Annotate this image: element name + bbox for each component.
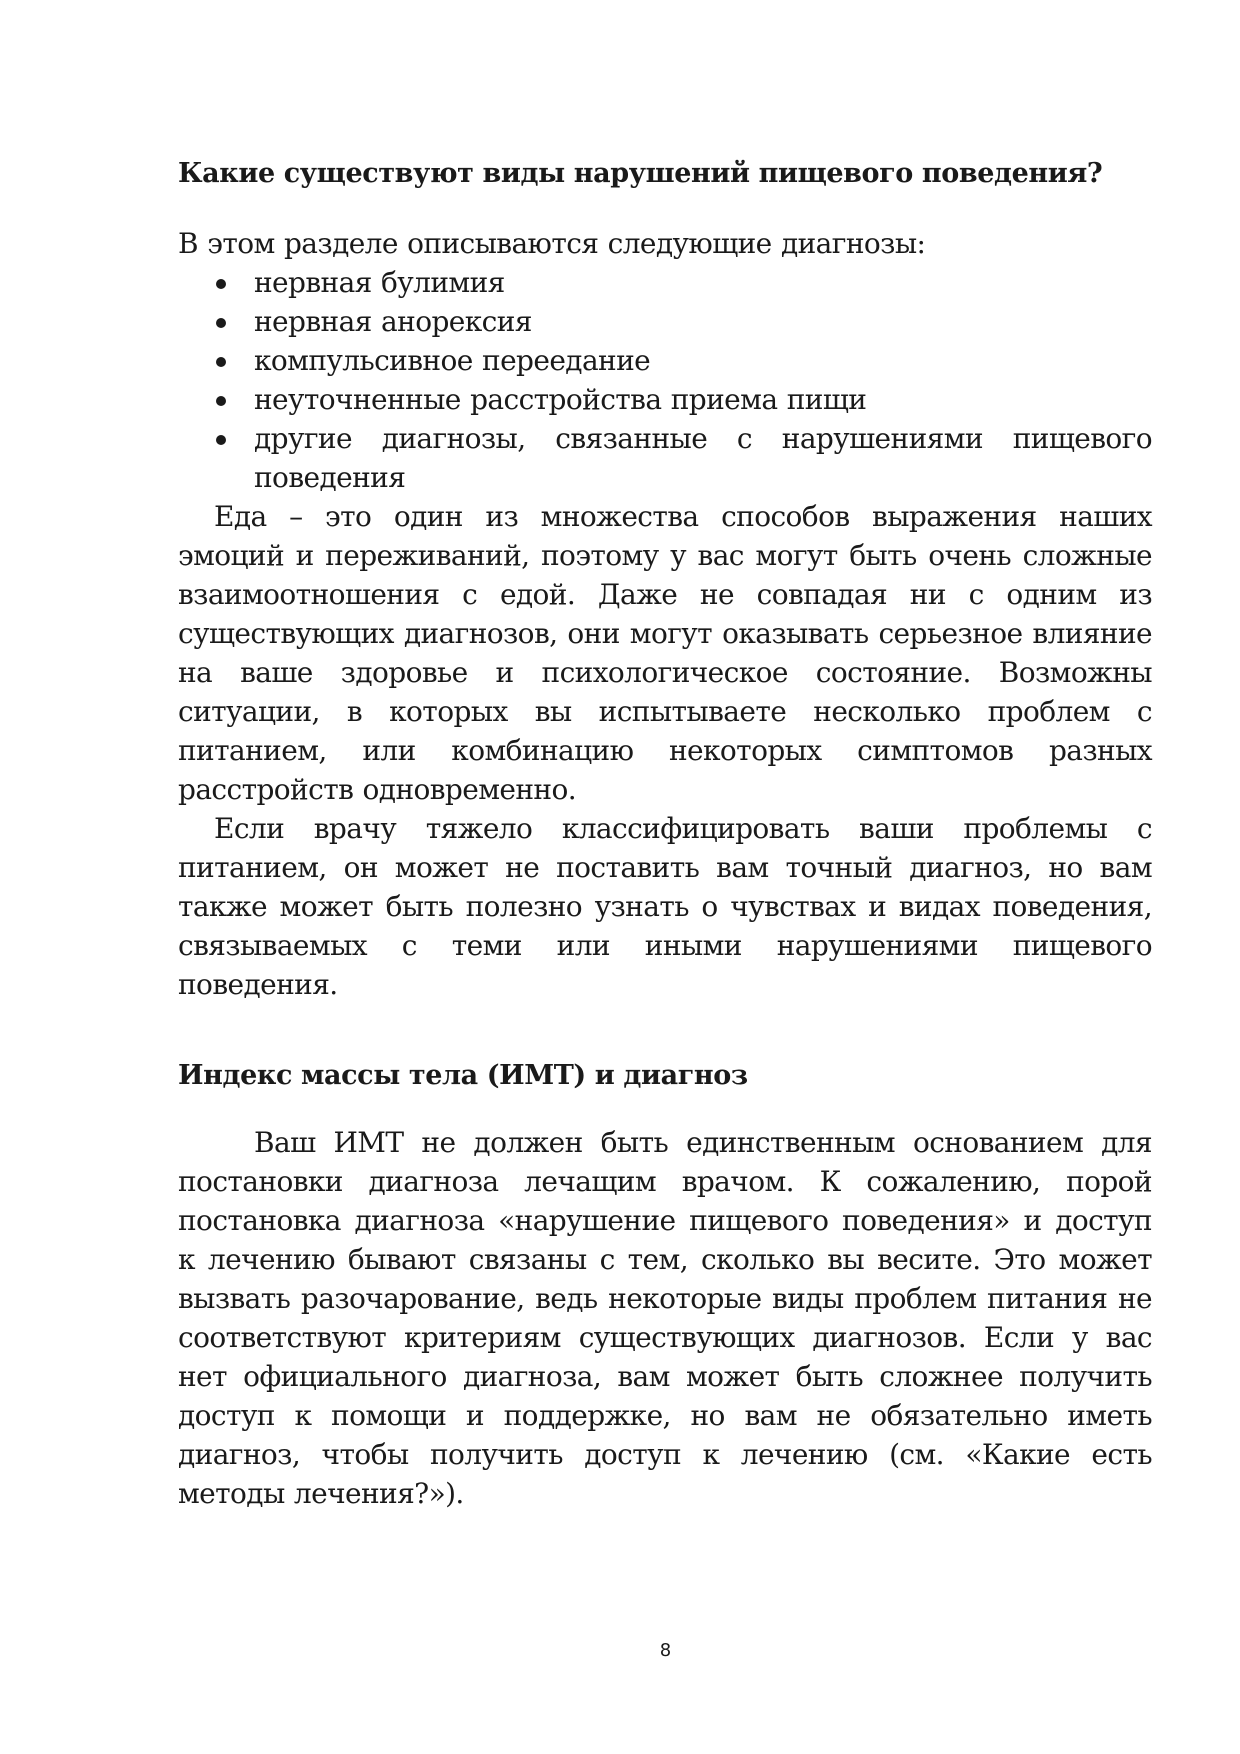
- section-heading-eating-disorder-types: Какие существуют виды нарушений пищевого поведения?: [178, 158, 1103, 189]
- paragraph-bmi: Ваш ИМТ не должен быть единственным основанием для постановки диагноза лечащим врачом. К сожалению, порой постановка диагноза «нарушение пищевого поведения» и доступ к лечению бывают связаны с тем, сколько вы весите. Это может вызвать разочарование, ведь некоторые виды проблем питания не соответствуют критериям существующих диагнозов. Если у вас нет официального диагноза, вам может быть сложнее получить доступ к помощи и поддержке, но вам не обязательно иметь диагноз, чтобы получить доступ к лечению (см. «Какие есть методы лечения?»).: [178, 1126, 1152, 1510]
- bullet-icon: [216, 357, 226, 367]
- paragraph-doctor-classification: Если врачу тяжело классифицировать ваши проблемы с питанием, он может не поставить вам точный диагноз, но вам также может быть полезно узнать о чувствах и видах поведения, связываемых с теми или иными нарушениями пищевого поведения.: [178, 812, 1152, 1001]
- list-item: компульсивное переедание: [178, 341, 1152, 380]
- diagnosis-list: [178, 263, 1152, 497]
- bullet-icon: [216, 435, 226, 445]
- bullet-icon: [216, 279, 226, 289]
- list-item: нервная булимия: [178, 263, 1152, 302]
- list-item: неуточненные расстройства приема пищи: [178, 380, 1152, 419]
- intro-text: В этом разделе описываются следующие диагнозы:: [178, 227, 926, 260]
- list-item: нервная анорексия: [178, 302, 1152, 341]
- document-page: [178, 155, 1152, 1513]
- section-heading-bmi: Индекс массы тела (ИМТ) и диагноз: [178, 1060, 748, 1091]
- bullet-icon: [216, 318, 226, 328]
- list-item: другие диагнозы, связанные с нарушениями пищевого поведения: [178, 419, 1152, 497]
- paragraph-food-emotions: Еда – это один из множества способов выражения наших эмоций и переживаний, поэтому у вас могут быть очень сложные взаимоотношения с едой. Даже не совпадая ни с одним из существующих диагнозов, они могут оказывать серьезное влияние на ваше здоровье и психологическое состояние. Возможны ситуации, в которых вы испытываете несколько проблем с питанием, или комбинацию некоторых симптомов разных расстройств одновременно.: [178, 500, 1152, 806]
- page-number: 8: [659, 1640, 672, 1661]
- bullet-icon: [216, 396, 226, 406]
